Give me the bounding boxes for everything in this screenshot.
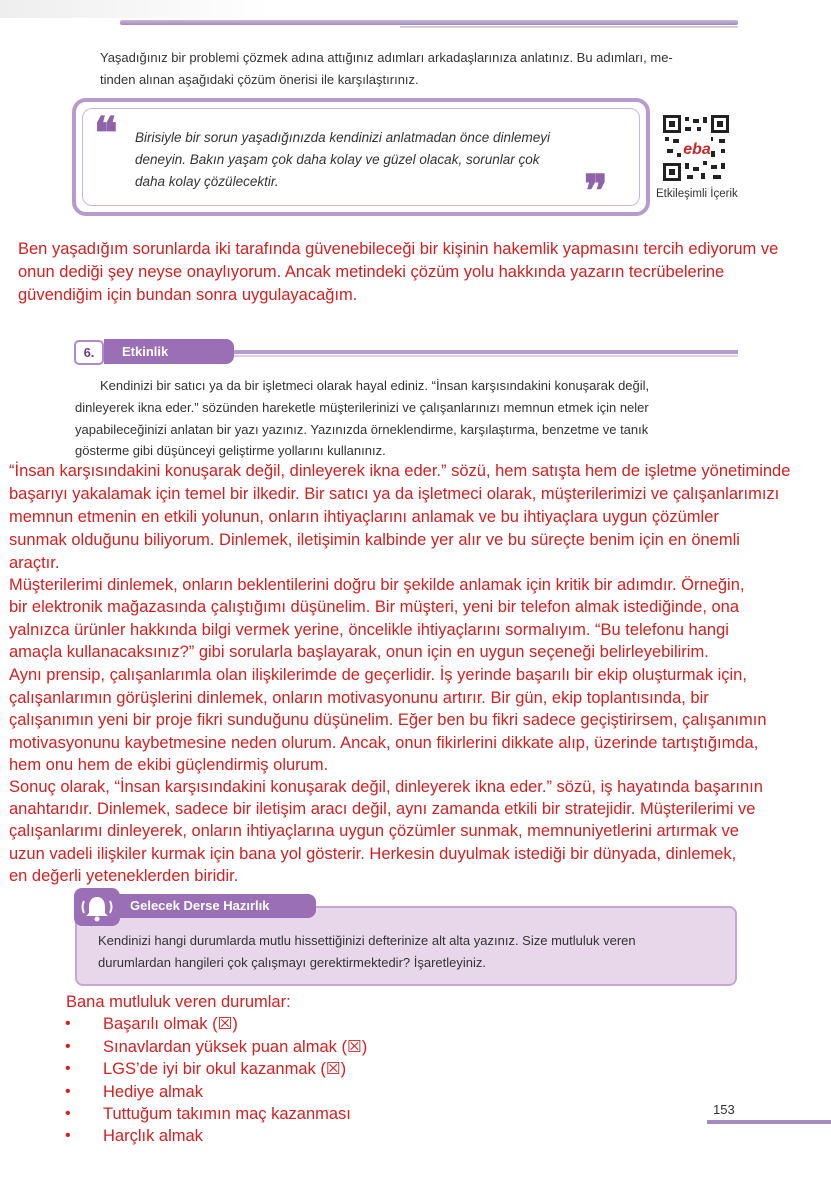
essay-line-15: Sonuç olarak, “İnsan karşısındakini konuşarak değil, dinleyerek ikna eder.” sözü, iş hayatında başarının xyxy=(9,778,763,796)
qr-code-icon[interactable] xyxy=(663,115,729,181)
essay-line-1: “İnsan karşısındakini konuşarak değil, dinleyerek ikna eder.” sözü, hem satışta hem de işletme yönetiminde xyxy=(9,462,791,480)
prep-text xyxy=(98,930,728,974)
answer1-line-1: Ben yaşadığım sorunlarda iki tarafında güvenebileceği bir kişinin hakemlik yapmasını tercih ediyorum ve xyxy=(18,240,779,258)
answer1-line-2: onun dediği şey neyse onaylıyorum. Ancak metindeki çözüm yolu hakkında yazarın tecrübelerine xyxy=(18,263,725,281)
essay-line-9: amaçla kullanacaksınız?” gibi sorularla başlayarak, onun için en uygun seçeneği belirleyebilirim. xyxy=(9,643,709,661)
essay-line-19: en değerli yeteneklerden biridir. xyxy=(9,867,239,885)
quote-text xyxy=(135,127,605,193)
bullet-icon: • xyxy=(65,1060,71,1077)
answer1-line-3: güvendiğim için bundan sonra uygulayacağım. xyxy=(18,286,358,304)
activity-rule-thin xyxy=(230,355,738,357)
quote-line-1: Birisiyle bir sorun yaşadığınızda kendinizi anlatmadan önce dinlemeyi xyxy=(135,130,550,145)
essay-line-2: başarıyı yakalamak için temel bir ilkedir. Bir satıcı ya da işletmeci olarak, müşterilerimizi ve çalışanlarımızı xyxy=(9,485,780,503)
happy-item-6: Harçlık almak xyxy=(103,1127,203,1145)
essay-line-16: anahtarıdır. Dinlemek, sadece bir iletişim aracı değil, aynı zamanda etkili bir stratejidir. Müşterilerimi ve xyxy=(9,800,756,818)
essay-line-13: motivasyonunu kaybetmesine neden olurum. Ancak, onun fikirlerini dikkate alıp, üzerinde tartıştığımda, xyxy=(9,734,759,752)
essay-line-7: bir elektronik mağazasında çalıştığımı düşünelim. Bir müşteri, yeni bir telefon almak istediğinde, ona xyxy=(9,598,740,616)
bullet-icon: • xyxy=(65,1083,71,1100)
essay-line-18: uzun vadeli ilişkiler kurmak için bana yol gösterir. Herkesin duyulmak istediği bir dünyada, dinlemek, xyxy=(9,845,737,863)
quote-line-2: deneyin. Bakın yaşam çok daha kolay ve güzel olacak, sorunlar çok xyxy=(135,152,540,167)
activity-rule xyxy=(230,350,738,354)
happy-item-5: Tuttuğum takımın maç kazanması xyxy=(103,1105,351,1123)
prep-label: Gelecek Derse Hazırlık xyxy=(116,894,316,918)
header-rule xyxy=(120,20,738,25)
activity-line-2: dinleyerek ikna eder.” sözünden hareketle müşterilerinizi ve çalışanlarınızı memnun etmek için neler xyxy=(75,400,649,415)
qr-label: Etkileşimli İçerik xyxy=(656,188,738,200)
open-quote-icon: ❝ xyxy=(94,108,118,159)
bullet-icon: • xyxy=(65,1015,71,1032)
activity-label: Etkinlik xyxy=(104,339,234,364)
qr-badge: eba xyxy=(683,141,711,158)
happy-item-4: Hediye almak xyxy=(103,1083,203,1101)
bullet-icon: • xyxy=(65,1105,71,1122)
close-quote-icon: ❞ xyxy=(584,166,608,217)
essay-line-8: yalnızca ürünler hakkında bilgi vermek yerine, öncelikle ihtiyaçlarını sormalıyım. “Bu telefonu hangi xyxy=(9,621,729,639)
page-number-rule xyxy=(707,1120,831,1124)
essay-line-5: araçtır. xyxy=(9,554,60,572)
bell-icon xyxy=(74,888,120,926)
happy-item-1: Başarılı olmak (☒) xyxy=(103,1015,238,1033)
top-shade xyxy=(0,0,270,18)
bullet-icon: • xyxy=(65,1127,71,1144)
essay-line-17: çalışanlarımı dinleyerek, onların ihtiyaçlarına uygun çözümler sunmak, memnuniyetlerini artırmak ve xyxy=(9,822,739,840)
activity-line-1: Kendinizi bir satıcı ya da bir işletmeci olarak hayal ediniz. “İnsan karşısındakini konuşarak değil, xyxy=(100,378,650,393)
happy-item-3: LGS’de iyi bir okul kazanmak (☒) xyxy=(103,1060,347,1078)
essay-line-10: Aynı prensip, çalışanlarımla olan ilişkilerimde de geçerlidir. İş yerinde başarılı bir ekip oluşturmak için, xyxy=(9,666,747,684)
bullet-icon: • xyxy=(65,1038,71,1055)
essay-line-4: sunmak olduğunu biliyorum. Dinlemek, iletişimin kalbinde yer alır ve bu süreçte benim için en önemli xyxy=(9,531,740,549)
intro-line-2: tinden alınan aşağıdaki çözüm önerisi ile karşılaştırınız. xyxy=(100,72,419,87)
activity-line-4: gösterme gibi düşünceyi geliştirme yollarını kullanınız. xyxy=(75,443,386,458)
happy-item-2: Sınavlardan yüksek puan almak (☒) xyxy=(103,1038,368,1056)
intro-line-1: Yaşadığınız bir problemi çözmek adına attığınız adımları arkadaşlarınıza anlatınız. Bu adımları, me- xyxy=(100,50,673,65)
prep-line-1: Kendinizi hangi durumlarda mutlu hissettiğinizi defterinize alt alta yazınız. Size mutluluk veren xyxy=(98,933,636,948)
happy-heading: Bana mutluluk veren durumlar: xyxy=(66,993,291,1011)
activity-number: 6. xyxy=(74,340,104,365)
header-rule-thin xyxy=(400,26,738,28)
essay-line-6: Müşterilerimi dinlemek, onların beklentilerini doğru bir şekilde anlamak için kritik bir adımdır. Örneğin, xyxy=(9,576,745,594)
activity-line-3: yapabileceğinizi anlatan bir yazı yazınız. Yazınızda örneklendirme, karşılaştırma, benzetme ve tanık xyxy=(75,422,649,437)
essay-line-11: çalışanlarımın görüşlerini dinlemek, onların motivasyonunu artırır. Bir gün, ekip toplantısında, bir xyxy=(9,689,709,707)
prep-line-2: durumlardan hangileri çok çalışmayı gerektirmektedir? İşaretleyiniz. xyxy=(98,955,486,970)
quote-line-3: daha kolay çözülecektir. xyxy=(135,174,279,189)
essay-line-3: memnun etmenin en etkili yolunun, onların ihtiyaçlarını anlamak ve bu ihtiyaçlara uygun çözümler xyxy=(9,508,719,526)
essay-line-14: hem onu hem de ekibi güçlendirmiş olurum. xyxy=(9,756,329,774)
page-number: 153 xyxy=(713,1102,735,1117)
essay-line-12: çalışanımın yeni bir proje fikri sunduğunu düşünelim. Eğer ben bu fikri sadece geçiştirirsem, çalışanımın xyxy=(9,711,767,729)
